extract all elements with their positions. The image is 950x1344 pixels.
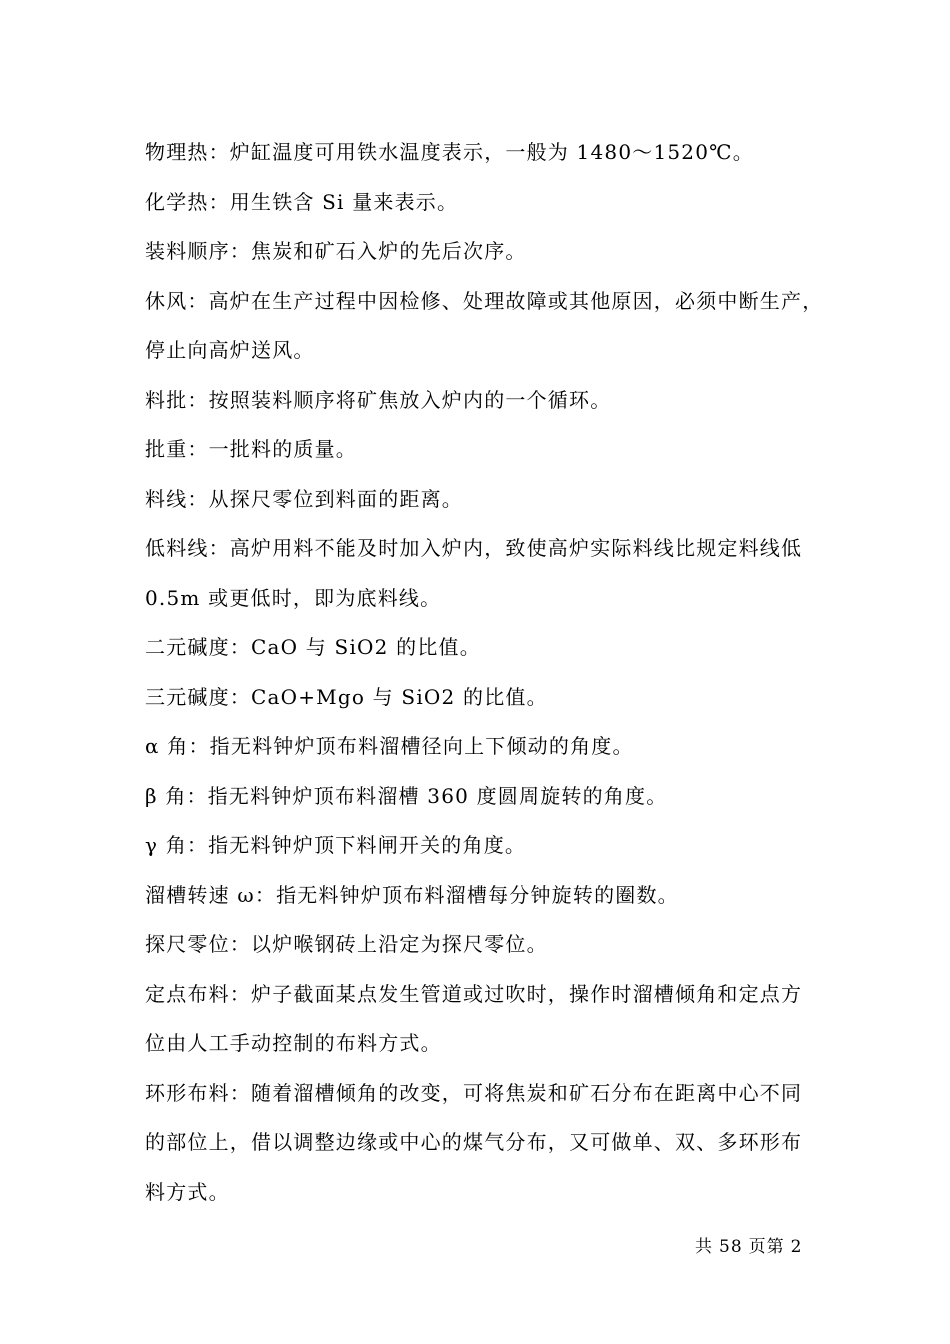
paragraph-chemical-heat: 化学热：用生铁含 Si 量来表示。 [145,189,459,214]
paragraph-batch-weight: 批重：一批料的质量。 [145,437,357,461]
paragraph-beta-angle: β 角：指无料钟炉顶布料溜槽 360 度圆周旋转的角度。 [145,783,668,808]
paragraph-blowdown: 休风：高炉在生产过程中因检修、处理故障或其他原因，必须中断生产， [145,288,824,313]
paragraph-binary-basicity: 二元碱度：CaO 与 SiO2 的比值。 [145,635,481,659]
paragraph-ring-charging-continued: 的部位上，借以调整边缘或中心的煤气分布，又可做单、双、多环形布 [145,1130,803,1154]
paragraph-blowdown-continued: 停止向高炉送风。 [145,338,315,362]
paragraph-fixed-point-charging: 定点布料：炉子截面某点发生管道或过吹时，操作时溜槽倾角和定点方 [145,981,803,1006]
paragraph-charge-batch: 料批：按照装料顺序将矿焦放入炉内的一个循环。 [145,387,612,412]
footer-page-number: 2 [790,1237,803,1257]
footer-total-prefix: 共 [695,1237,713,1257]
footer-page-label: 页第 [748,1237,785,1257]
paragraph-low-stock-line: 低料线：高炉用料不能及时加入炉内，致使高炉实际料线比规定料线低 [145,536,803,560]
paragraph-probe-zero: 探尺零位：以炉喉钢砖上沿定为探尺零位。 [145,932,548,956]
paragraph-gamma-angle: γ 角：指无料钟炉顶下料闸开关的角度。 [145,833,527,857]
paragraph-charging-sequence: 装料顺序：焦炭和矿石入炉的先后次序。 [145,239,527,263]
footer-total-pages: 58 [719,1237,743,1257]
paragraph-physical-heat: 物理热：炉缸温度可用铁水温度表示，一般为 1480～1520℃。 [145,140,754,164]
paragraph-ring-charging: 环形布料：随着溜槽倾角的改变，可将焦炭和矿石分布在距离中心不同 [145,1080,803,1105]
paragraph-chute-speed: 溜槽转速 ω：指无料钟炉顶布料溜槽每分钟旋转的圈数。 [145,882,679,907]
paragraph-alpha-angle: α 角：指无料钟炉顶布料溜槽径向上下倾动的角度。 [145,734,634,758]
paragraph-ternary-basicity: 三元碱度：CaO+Mgo 与 SiO2 的比值。 [145,684,548,709]
page-footer [695,1232,808,1257]
paragraph-low-stock-line-continued: 0.5m 或更低时，即为底料线。 [145,585,442,610]
document-body [145,128,865,1217]
paragraph-fixed-point-charging-continued: 位由人工手动控制的布料方式。 [145,1031,442,1055]
paragraph-ring-charging-end: 料方式。 [145,1179,230,1204]
paragraph-stock-line: 料线：从探尺零位到料面的距离。 [145,486,463,511]
